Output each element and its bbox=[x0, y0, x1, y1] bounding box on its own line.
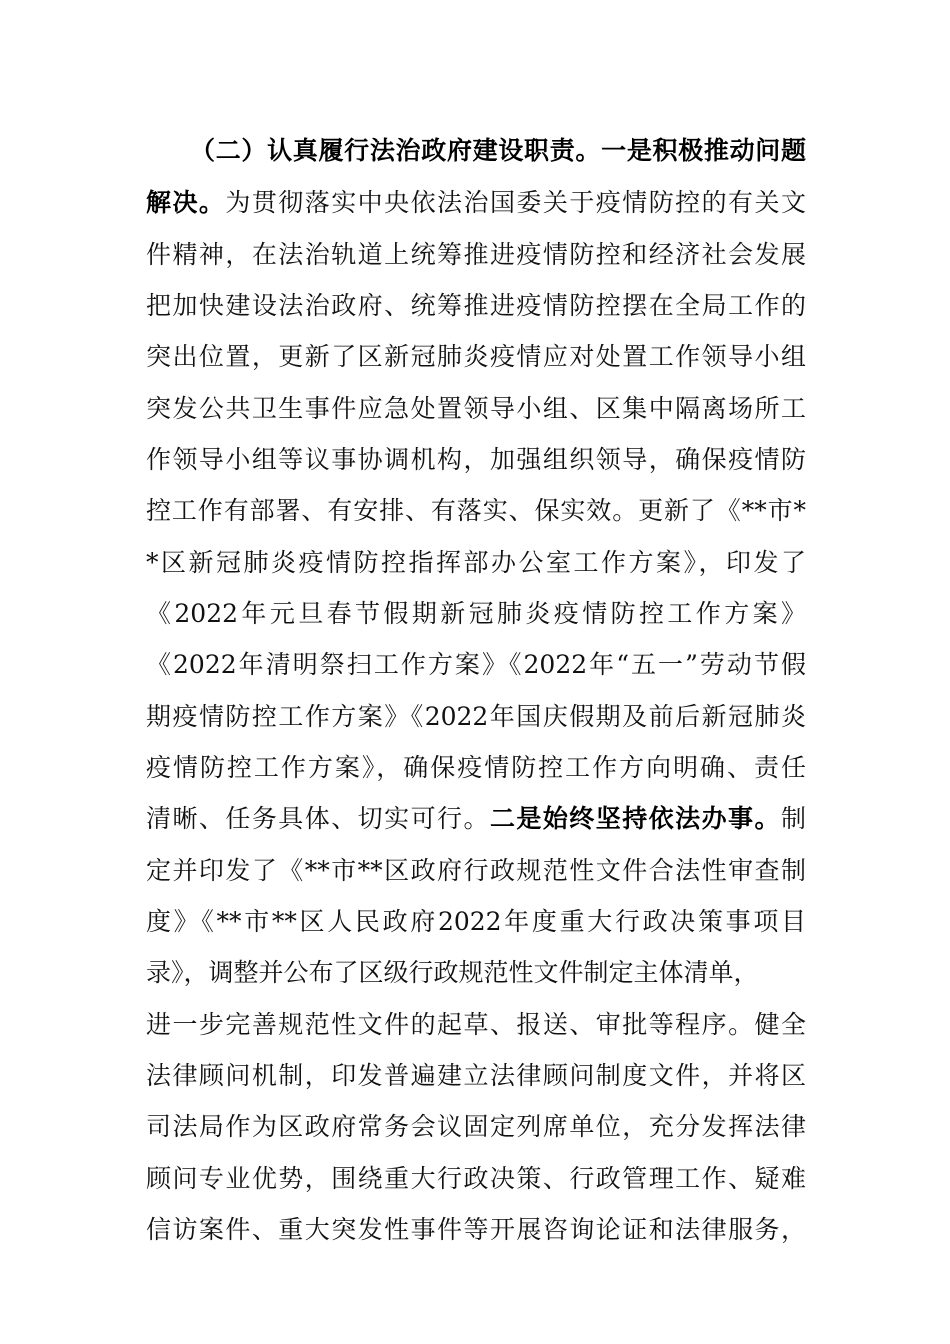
paragraph-line bbox=[146, 337, 806, 377]
line-text: 信访案件、重大突发性事件等开展咨询论证和法律服务， bbox=[146, 1215, 806, 1244]
paragraph-line bbox=[146, 491, 806, 531]
line-text: 把加快建设法治政府、统筹推进疫情防控摆在全局工作的 bbox=[146, 291, 806, 320]
section-heading: （二）认真履行法治政府建设职责。一是积极推动问题 bbox=[190, 136, 806, 165]
line-text: 录》，调整并公布了区级行政规范性文件制定主体清单， bbox=[146, 958, 759, 987]
paragraph-line bbox=[146, 543, 806, 583]
line-text: 顾问专业优势，围绕重大行政决策、行政管理工作、疑难 bbox=[146, 1164, 806, 1193]
paragraph-line bbox=[146, 851, 806, 891]
line-text: 《2022年元旦春节假期新冠肺炎疫情防控工作方案》 bbox=[146, 599, 806, 628]
line-text: 《2022年清明祭扫工作方案》《2022年“五一”劳动节假 bbox=[146, 650, 806, 679]
paragraph-line bbox=[146, 697, 806, 737]
line-text: 定并印发了《**市**区政府行政规范性文件合法性审查制 bbox=[146, 856, 806, 885]
line-text: 突出位置，更新了区新冠肺炎疫情应对处置工作领导小组 bbox=[146, 342, 806, 371]
point-heading: 解决。 bbox=[146, 188, 226, 217]
line-text: 清晰、任务具体、切实可行。 bbox=[146, 804, 490, 833]
line-text: 为贯彻落实中央依法治国委关于疫情防控的有关文 bbox=[225, 188, 806, 217]
line-text: 期疫情防控工作方案》《2022年国庆假期及前后新冠肺炎 bbox=[146, 702, 806, 731]
line-text: 进一步完善规范性文件的起草、报送、审批等程序。健全 bbox=[146, 1010, 806, 1039]
paragraph-line bbox=[146, 1210, 806, 1250]
line-text: 突发公共卫生事件应急处置领导小组、区集中隔离场所工 bbox=[146, 394, 806, 423]
line-text: 件精神，在法治轨道上统筹推进疫情防控和经济社会发展 bbox=[146, 240, 806, 269]
paragraph-line bbox=[146, 902, 806, 942]
line-text: 制 bbox=[780, 804, 806, 833]
paragraph-line bbox=[146, 953, 806, 993]
paragraph-line bbox=[146, 594, 806, 634]
line-text: 度》《**市**区人民政府2022年度重大行政决策事项目 bbox=[146, 907, 806, 936]
paragraph-line bbox=[146, 183, 806, 223]
line-text: 法律顾问机制，印发普遍建立法律顾问制度文件，并将区 bbox=[146, 1061, 806, 1090]
paragraph-line bbox=[146, 1107, 806, 1147]
paragraph-line bbox=[146, 235, 806, 275]
line-text: *区新冠肺炎疫情防控指挥部办公室工作方案》，印发了 bbox=[146, 548, 806, 577]
paragraph-line bbox=[146, 389, 806, 429]
line-text: 作领导小组等议事协调机构，加强组织领导，确保疫情防 bbox=[146, 445, 806, 474]
line-text: 司法局作为区政府常务会议固定列席单位，充分发挥法律 bbox=[146, 1112, 806, 1141]
point-heading: 二是始终坚持依法办事。 bbox=[489, 804, 781, 833]
paragraph-line bbox=[146, 1005, 806, 1045]
line-text: 疫情防控工作方案》，确保疫情防控工作方向明确、责任 bbox=[146, 753, 806, 782]
paragraph-line bbox=[146, 440, 806, 480]
paragraph-line bbox=[146, 131, 806, 171]
paragraph-line bbox=[146, 1056, 806, 1096]
paragraph-line bbox=[146, 1159, 806, 1199]
paragraph-line bbox=[146, 286, 806, 326]
line-text: 控工作有部署、有安排、有落实、保实效。更新了《**市* bbox=[146, 496, 806, 525]
paragraph-line bbox=[146, 799, 806, 839]
paragraph-line bbox=[146, 645, 806, 685]
paragraph-line bbox=[146, 748, 806, 788]
